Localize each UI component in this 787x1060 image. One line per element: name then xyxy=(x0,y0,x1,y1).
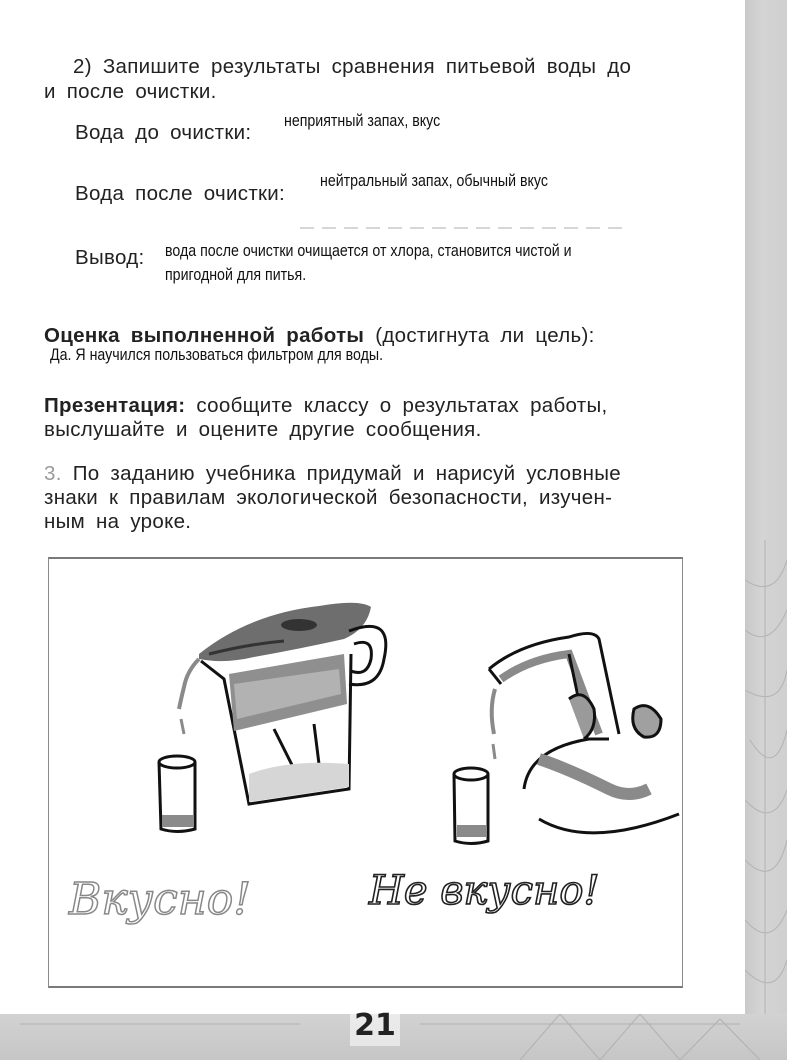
glass-icon xyxy=(159,756,195,832)
conclusion-answer-line2: пригодной для питья. xyxy=(165,266,307,284)
caption-tasty: Вкусно! xyxy=(69,874,251,925)
task3-text-line1: По заданию учебника придумай и нарисуй условные xyxy=(72,462,621,485)
page-number: 21 xyxy=(350,1006,400,1046)
caption-not-tasty: Не вкусно! xyxy=(369,868,600,914)
glass-icon xyxy=(454,768,488,844)
presentation-title: Презентация: xyxy=(44,394,186,417)
evaluation-heading xyxy=(44,324,595,348)
task3-text-line2: знаки к правилам экологической безопасности, изучен- xyxy=(44,486,613,509)
water-before-answer: неприятный запах, вкус xyxy=(284,112,441,130)
presentation-text-line1: сообщите классу о результатах работы, xyxy=(196,394,608,417)
presentation-line1 xyxy=(44,394,608,418)
task2-prompt-line2: и после очистки. xyxy=(44,80,217,103)
water-tap-icon xyxy=(489,633,679,832)
evaluation-subtitle: (достигнута ли цель): xyxy=(375,324,595,347)
water-after-label: Вода после очистки: xyxy=(75,182,286,205)
hand-drawing xyxy=(49,559,684,990)
answer-line xyxy=(300,227,630,229)
task3-text-line3: ным на уроке. xyxy=(44,510,192,533)
leaf-pattern-icon xyxy=(745,540,787,1020)
conclusion-label: Вывод: xyxy=(75,246,145,269)
task3-number: 3. xyxy=(44,462,62,485)
task3-line1 xyxy=(44,462,621,486)
drawing-area xyxy=(48,557,683,988)
water-before-label: Вода до очистки: xyxy=(75,121,252,144)
task2-prompt-line1: 2) Запишите результаты сравнения питьевой воды до xyxy=(73,55,632,78)
filter-jug-icon xyxy=(179,603,386,804)
evaluation-title: Оценка выполненной работы xyxy=(44,324,365,347)
presentation-text-line2: выслушайте и оцените другие сообщения. xyxy=(44,418,482,441)
page-edge-decoration xyxy=(745,0,787,1060)
evaluation-answer: Да. Я научился пользоваться фильтром для воды. xyxy=(50,346,384,364)
water-after-answer: нейтральный запах, обычный вкус xyxy=(320,172,548,190)
conclusion-answer-line1: вода после очистки очищается от хлора, становится чистой и xyxy=(165,242,572,260)
